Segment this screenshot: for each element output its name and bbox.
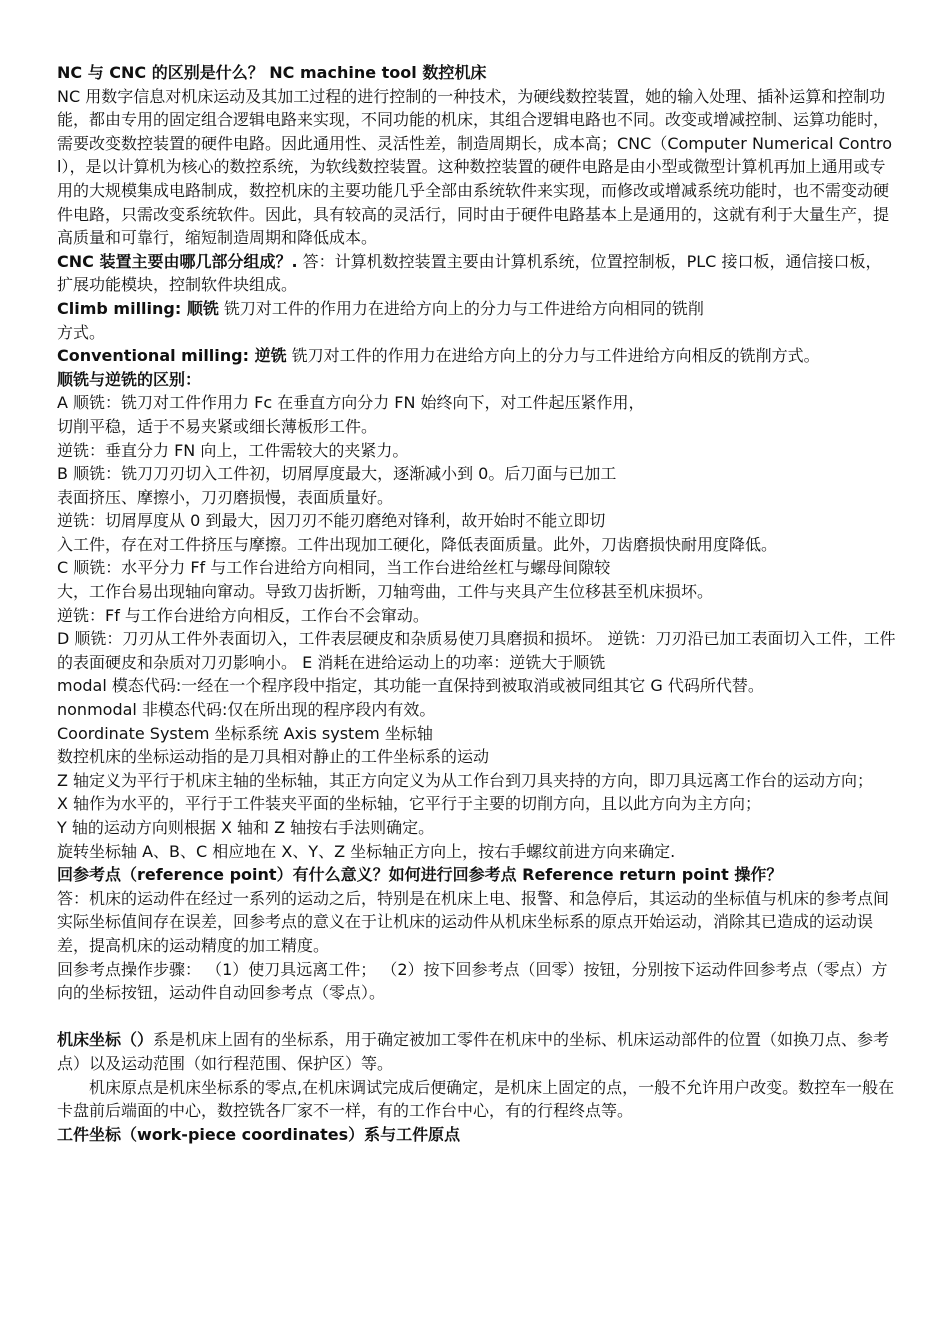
line-a-conventional: 逆铣：垂直分力 FN 向上，工件需较大的夹紧力。	[57, 440, 409, 460]
line-nonmodal: nonmodal 非模态代码:仅在所出现的程序段内有效。	[57, 700, 436, 720]
line-c-conventional: 逆铣：Ff 与工作台进给方向相反，工作台不会窜动。	[57, 605, 429, 625]
heading-reference-point: 回参考点（reference point）有什么意义？如何进行回参考点 Reference return point 操作？	[57, 865, 783, 885]
line-a-climb: A 顺铣：铣刀对工件作用力 Fc 在垂直方向分力 FN 始终向下，对工件起压紧作用，	[57, 393, 645, 413]
line-y-axis: Y 轴的运动方向则根据 X 轴和 Z 轴按右手法则确定。	[57, 818, 435, 837]
paragraph-climb-milling-cont: 方式。	[57, 322, 106, 342]
paragraph-climb-milling	[57, 297, 897, 321]
line-rotary-axes: 旋转坐标轴 A、B、C 相应地在 X、Y、Z 坐标轴正方向上，按右手螺纹前进方向来确定.	[57, 841, 676, 861]
heading-nc-vs-cnc: NC 与 CNC 的区别是什么？ NC machine tool 数控机床	[57, 63, 487, 82]
line-c-climb-cont: 大，工作台易出现轴向窜动。导致刀齿折断，刀轴弯曲，工件与夹具产生位移甚至机床损坏。	[57, 582, 714, 602]
paragraph-machine-coordinates	[57, 1028, 897, 1075]
term-conventional-milling: Conventional milling: 逆铣	[57, 346, 287, 366]
heading-workpiece-coordinates: 工件坐标（work-piece coordinates）系与工件原点	[57, 1124, 461, 1144]
definition-climb-milling: 铣刀对工件的作用力在进给方向上的分力与工件进给方向相同的铣削	[218, 298, 704, 318]
blank-line	[57, 1005, 897, 1029]
heading-milling-differences: 顺铣与逆铣的区别：	[57, 369, 202, 389]
line-coordinate-motion: 数控机床的坐标运动指的是刀具相对静止的工件坐标系的运动	[57, 747, 490, 767]
answer-cnc-components: 答：计算机数控装置主要由计算机系统，位置控制板，PLC 接口板，通信接口板，扩展功能模块，控制软件块组成。	[57, 251, 882, 295]
line-b-conventional-cont: 入工件，存在对工件挤压与摩擦。工件出现加工硬化，降低表面质量。此外，刀齿磨损快耐用度降低。	[57, 534, 778, 554]
paragraph-machine-origin: 机床原点是机床坐标系的零点,在机床调试完成后便确定，是机床上固定的点，一般不允许用户改变。数控车一般在卡盘前后端面的中心，数控铣各厂家不一样，有的工作台中心，有的行程终点等。	[57, 1077, 895, 1121]
definition-conventional-milling: 铣刀对工件的作用力在进给方向上的分力与工件进给方向相反的铣削方式。	[286, 346, 820, 366]
line-a-climb-cont: 切削平稳，适于不易夹紧或细长薄板形工件。	[57, 416, 378, 436]
term-machine-coordinates: 机床坐标（）	[57, 1030, 154, 1050]
line-z-axis: Z 轴定义为平行于机床主轴的坐标轴，其正方向定义为从工作台到刀具夹持的方向，即刀具远离工作台的运动方向；	[57, 770, 874, 790]
line-b-climb: B 顺铣：铣刀刀刃切入工件初，切屑厚度最大，逐渐减小到 0。后刀面与已加工	[57, 464, 617, 484]
definition-machine-coordinates: 系是机床上固有的坐标系，用于确定被加工零件在机床中的坐标、机床运动部件的位置（如换刀点、参考点）以及运动范围（如行程范围、保护区）等。	[57, 1030, 890, 1073]
line-modal: modal 模态代码:一经在一个程序段中指定，其功能一直保持到被取消或被同组其它 G 代码所代替。	[57, 676, 764, 696]
term-climb-milling: Climb milling: 顺铣	[57, 298, 219, 318]
question-cnc-components: CNC 装置主要由哪几部分组成？.	[57, 251, 298, 271]
line-c-climb: C 顺铣：水平分力 Ff 与工作台进给方向相同，当工作台进给丝杠与螺母间隙较	[57, 558, 611, 578]
line-x-axis: X 轴作为水平的，平行于工件装夹平面的坐标轴，它平行于主要的切削方向，且以此方向为主方向；	[57, 794, 762, 814]
line-b-climb-cont: 表面挤压、摩擦小，刀刃磨损慢，表面质量好。	[57, 487, 394, 507]
line-coordinate-system: Coordinate System 坐标系统 Axis system 坐标轴	[57, 723, 433, 743]
paragraph-reference-point-steps: 回参考点操作步骤： （1）使刀具远离工件； （2）按下回参考点（回零）按钮，分别按下运动件回参考点（零点）方向的坐标按钮，运动件自动回参考点（零点）。	[57, 959, 888, 1003]
line-d-e: D 顺铣：刀刃从工件外表面切入，工件表层硬皮和杂质易使刀具磨损和损坏。 逆铣：刀刃沿已加工表面切入工件，工件的表面硬皮和杂质对刀刃影响小。 E 消耗在进给运动上的功率：逆铣大于顺铣	[57, 629, 896, 672]
line-b-conventional: 逆铣：切屑厚度从 0 到最大，因刀刃不能刃磨绝对锋利，故开始时不能立即切	[57, 511, 606, 531]
paragraph-reference-point-answer: 答：机床的运动件在经过一系列的运动之后，特别是在机床上电、报警、和急停后，其运动的坐标值与机床的参考点间实际坐标值间存在误差，回参考点的意义在于让机床的运动件从机床坐标系的原点开始运动，消除其已造成的运动误差，提高机床的运动精度的加工精度。	[57, 888, 890, 955]
paragraph-nc-cnc: NC 用数字信息对机床运动及其加工过程的进行控制的一种技术，为硬线数控装置，她的输入处理、插补运算和控制功能，都由专用的固定组合逻辑电路来实现，不同功能的机床，其组合逻辑电路也不同。改变或增减控制、运算功能时，需要改变数控装置的硬件电路。因此通用性、灵活性差，制造周期长，成本高；CNC（Computer Numerical Control），是以计算机为核心的数控系统，为软线数控装置。这种数控装置的硬件电路是由小型或微型计算机再加上通用或专用的大规模集成电路制成，数控机床的主要功能几乎全部由系统软件来实现，而修改或增减系统功能时，也不需变动硬件电路，只需改变系统软件。因此，具有较高的灵活行，同时由于硬件电路基本上是通用的，这就有利于大量生产，提高质量和可靠行，缩短制造周期和降低成本。	[57, 86, 893, 248]
paragraph-conventional-milling	[57, 344, 897, 368]
document-page	[57, 61, 897, 1146]
paragraph-cnc-components	[57, 250, 897, 297]
